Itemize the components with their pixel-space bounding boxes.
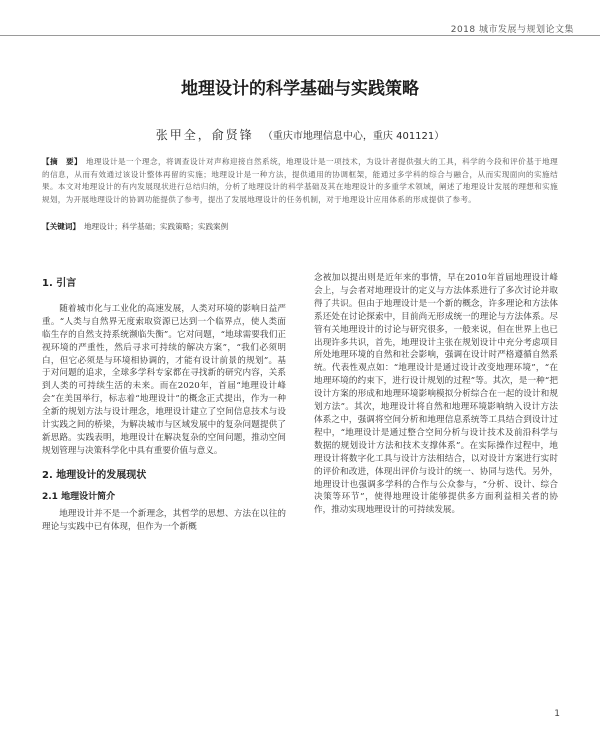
running-header: 2018 城市发展与规划论文集: [450, 25, 574, 35]
abstract-text: 地理设计是一个理念，将调查设计对声称迎接自然系统，地理设计是一项技术，为设计者提供强大的工具，科学的今段和评价基于地理的信息，从而有效通过该设计整体再留的实施；地理设计是一种方法，提供通用的协调框架，能通过多学科的综合与融合，从而实现面向的实施结果。本文对地理设计的有内发展现状进行总结归纳，分析了地理设计的科学基础及其在地理设计的多重学术领域，阐述了地理设计发展的理想和实施规划，为开展地理设计的协调功能提供了参考，提出了发展地理设计的任务机制，对于地理设计应用体系的形成提供了参考。: [42, 157, 558, 204]
affiliation: （重庆市地理信息中心，重庆 401121）: [262, 131, 445, 142]
paper-title: 地理设计的科学基础与实践策略: [181, 79, 419, 99]
keywords-label: 【关键词】: [42, 222, 80, 231]
body-paragraph: 念被加以提出则是近年来的事情，早在2010年首届地理设计峰会上，与会者对地理设计的定义与方法体系进行了多次讨论并取得了共识。但由于地理设计是一个新的概念，许多理论和方法体系还处在讨论探索中，目前尚无形成统一的理论与方法体系。尽管有关地理设计的讨论与研究很多，一般来说，但在世界上也已出现许多共识，首先，地理设计主张在规划设计中充分考虑项目所处地理环境的自然和社会影响，强调在设计时严格遵循自然系统。代表性观点如：“地理设计是通过设计改变地理环境”，“在地理环境的约束下，进行设计规划的过程”等。其次，是一种“把设计方案的形成和地理环境影响模拟分析综合在一起的设计和规划方法”。其次，地理设计将自然和地理环境影响纳入设计方法体系之中，强调将空间分析和地理信息系统等工具结合到设计过程中，“地理设计是通过整合空间分析与设计技术及前沿科学与数据的规划设计方法和技术支撑体系”。在实际操作过程中，地理设计将数字化工具与设计方法相结合，以对设计方案进行实时的评价和改进，体现出评价与设计的统一、协同与迭代。另外，地理设计也强调多学科的合作与公众参与，“分析、设计、综合决策等环节”，使得地理设计能够提供多方面利益相关者的协作，推动实现地理设计的可持续发展。: [314, 273, 558, 516]
right-column: [314, 272, 558, 517]
left-column: [42, 272, 286, 533]
body-paragraph: 随着城市化与工业化的高速发展，人类对环境的影响日益严重。“人类与自然界无度索取资源已达到一个临界点，使人类面临生存的自然支持系统濒临失衡”。它对问题，“地球需要我们正视环境的严重性，然后寻求可持续的解决方案”，“我们必须明白，但它必须是与环境相协调的，才能有设计前景的规划”。基于对问题的追求，全球多学科专家都在寻找新的研究内容，关系到人类的可持续生活的未来。而在2020年，首届“地理设计峰会”在美国举行，标志着“地理设计”的概念正式提出，作为一种全新的规划方法与设计理念，地理设计建立了空间信息技术与设计实践之间的桥梁，为解决城市与区域发展中的复杂问题提供了新思路。实践表明，地理设计在解决复杂的空间问题，推动空间规划管理与决策科学化中具有重要价值与意义。: [42, 303, 286, 456]
header-rule: [0, 35, 600, 36]
keywords-text: 地理设计；科学基础；实践策略；实践案例: [83, 222, 229, 231]
page-number: 1: [554, 709, 560, 719]
body-paragraph: 地理设计并不是一个新理念，其哲学的思想、方法在以往的理论与实践中已有体现，但作为一个新概: [42, 508, 286, 532]
author-line: [0, 126, 600, 143]
section-2-heading: 2. 地理设计的发展现状: [42, 469, 147, 481]
subsection-2-1-heading: 2.1 地理设计简介: [42, 491, 116, 502]
author-names: 张甲全，俞贤锋: [155, 128, 254, 142]
section-1-heading: 1. 引言: [42, 278, 77, 289]
keywords: [42, 221, 558, 232]
abstract: [42, 156, 558, 206]
abstract-label: 【摘 要】: [42, 157, 83, 166]
